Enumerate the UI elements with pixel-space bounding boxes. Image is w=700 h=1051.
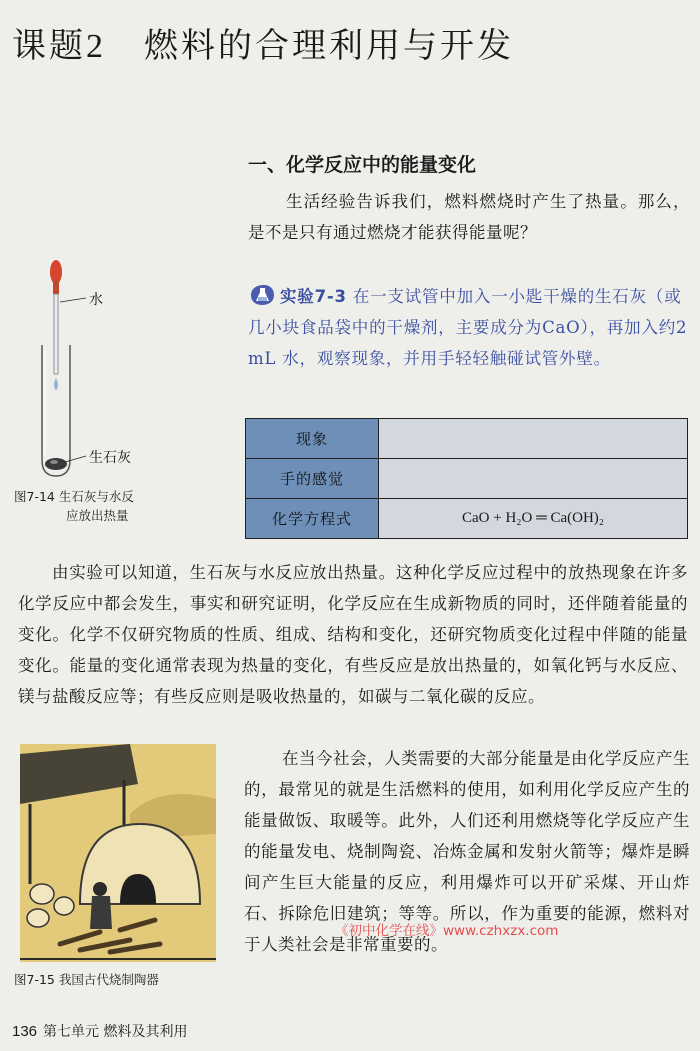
experiment-block (248, 281, 688, 374)
table-header-cell: 现象 (246, 419, 379, 459)
table-row (246, 419, 688, 459)
table-row (246, 499, 688, 539)
experiment-label: 实验7-3 (280, 287, 347, 306)
label-lime: 生石灰 (89, 450, 131, 466)
title-number: 2 (86, 28, 106, 65)
section-heading: 一、化学反应中的能量变化 (248, 154, 477, 176)
page-footer (12, 1021, 187, 1041)
figure2-caption: 图7-15 我国古代烧制陶器 (14, 972, 159, 987)
footer-unit-title: 第七单元 燃料及其利用 (43, 1024, 188, 1040)
test-tube-figure (10, 250, 210, 490)
pottery-kiln-illustration (20, 744, 216, 962)
title-text: 燃料的合理利用与开发 (144, 26, 514, 66)
site-watermark: 《初中化学在线》www.czhxzx.com (335, 923, 559, 939)
figure1-caption-line2: 应放出热量 (66, 508, 129, 523)
figure1-caption (14, 487, 184, 525)
table-header-cell: 手的感觉 (246, 459, 379, 499)
table-row (246, 459, 688, 499)
page-title (12, 18, 514, 67)
table-value-cell (379, 459, 688, 499)
page-number: 136 (12, 1023, 38, 1040)
title-prefix: 课题 (12, 26, 86, 66)
table-value-cell (379, 419, 688, 459)
observation-table (245, 418, 688, 539)
table-header-cell: 化学方程式 (246, 499, 379, 539)
body-paragraph-1: 由实验可以知道，生石灰与水反应放出热量。这种化学反应过程中的放热现象在许多化学反应中都会发生，事实和研究证明，化学反应在生成新物质的同时，还伴随着能量的变化。化学不仅研究物质的性质、组成、结构和变化，还研究物质变化过程中伴随的能量变化。能量的变化通常表现为热量的变化，有些反应是放出热量的，如氧化钙与水反应、镁与盐酸反应等；有些反应则是吸收热量的，如碳与二氧化碳的反应。 (18, 563, 688, 706)
flask-icon (248, 283, 276, 307)
experiment-text: 在一支试管中加入一小匙干燥的生石灰（或几小块食品袋中的干燥剂，主要成分为CaO），再加入约2 mL 水，观察现象，并用手轻轻触碰试管外壁。 (248, 287, 688, 368)
chemical-equation: CaO + H₂O ═ Ca(OH)₂ (379, 499, 688, 539)
figure1-caption-line1: 图7-14 生石灰与水反 (14, 489, 134, 504)
intro-paragraph: 生活经验告诉我们，燃料燃烧时产生了热量。那么，是不是只有通过燃烧才能获得能量呢？ (248, 192, 690, 242)
label-water: 水 (89, 292, 103, 308)
body-paragraph-2: 在当今社会，人类需要的大部分能量是由化学反应产生的，最常见的就是生活燃料的使用，如利用化学反应产生的能量做饭、取暖等。此外，人们还利用燃烧等化学反应产生的能量发电、烧制陶瓷、冶炼金属和发射火箭等；爆炸是瞬间产生巨大能量的反应，利用爆炸可以开矿采煤、开山炸石、拆除危旧建筑；等等。所以，作为重要的能源，燃料对于人类社会是非常重要的。 (244, 749, 690, 954)
